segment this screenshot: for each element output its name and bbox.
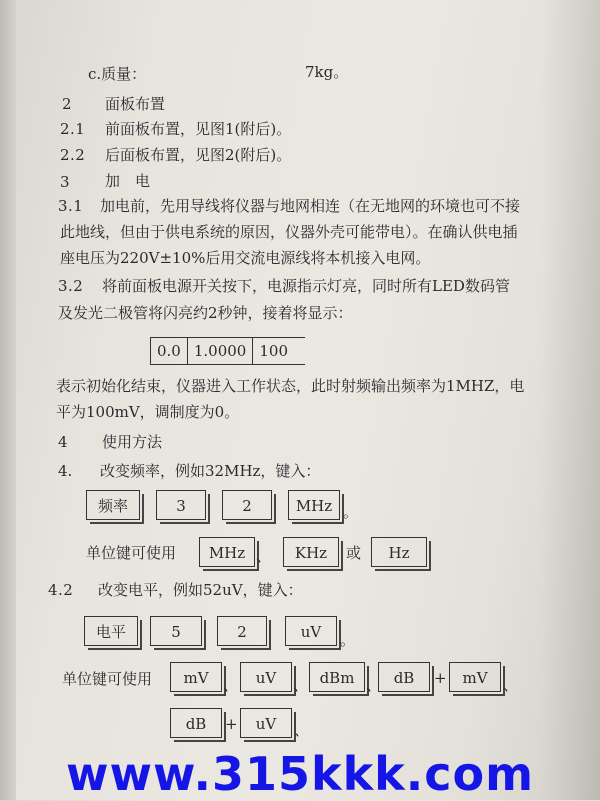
section-4-title: 使用方法 bbox=[102, 433, 163, 451]
unit-key-mv: mV bbox=[170, 662, 222, 692]
section-3-2-line-2: 及发光二极管将闪亮约2秒钟，接着将显示： bbox=[58, 304, 353, 322]
section-4-1-number: 4. bbox=[58, 462, 73, 480]
unit-key-dbm: dBm bbox=[309, 662, 365, 692]
mass-label: c.质量： bbox=[88, 65, 147, 83]
section-3-2-line-4: 平为100mV，调制度为0。 bbox=[56, 403, 240, 421]
section-2-1-text: 前面板布置，见图1(附后)。 bbox=[105, 120, 292, 138]
page-binding-edge bbox=[0, 0, 16, 800]
section-3-2-line-1: 将前面板电源开关按下，电源指示灯亮，同时所有LED数码管 bbox=[102, 277, 510, 295]
section-2-number: 2 bbox=[62, 95, 72, 113]
section-2-2-number: 2.2 bbox=[60, 146, 86, 164]
watermark: www.315kkk.com bbox=[65, 747, 535, 801]
unit-key-khz: KHz bbox=[283, 537, 339, 567]
section-4-2-units-label: 单位键可使用 bbox=[62, 670, 153, 688]
unit-key-uv: uV bbox=[240, 662, 292, 692]
section-4-2-number: 4.2 bbox=[48, 581, 74, 599]
section-2-1-number: 2.1 bbox=[60, 120, 86, 138]
period-mark-level: 。 bbox=[340, 631, 356, 649]
section-3-title: 加 电 bbox=[105, 172, 151, 190]
key-uv: uV bbox=[285, 616, 337, 646]
key-digit-2-level: 2 bbox=[217, 616, 267, 646]
key-digit-5: 5 bbox=[150, 616, 202, 646]
period-mark: 。 bbox=[343, 503, 359, 521]
section-2-2-text: 后面板布置，见图2(附后)。 bbox=[105, 146, 292, 164]
led-display-readout bbox=[150, 337, 305, 365]
unit-key-db: dB bbox=[378, 662, 430, 692]
plus-sign: + bbox=[434, 669, 447, 687]
section-3-2-line-3: 表示初始化结束，仪器进入工作状态，此时射频输出频率为1MHZ，电 bbox=[56, 377, 525, 395]
or-text: 或 bbox=[346, 544, 362, 562]
unit-key-mv-combo: mV bbox=[449, 662, 501, 692]
key-digit-2: 2 bbox=[222, 490, 272, 520]
section-4-number: 4 bbox=[58, 433, 68, 451]
section-2-title: 面板布置 bbox=[105, 95, 166, 113]
display-level: 100 bbox=[259, 342, 288, 360]
key-digit-3: 3 bbox=[156, 490, 206, 520]
section-3-2-number: 3.2 bbox=[58, 277, 84, 295]
section-3-number: 3 bbox=[60, 173, 70, 191]
comma-mark: 、 bbox=[503, 676, 519, 694]
comma-mark: 、 bbox=[294, 721, 310, 739]
section-3-1-line-1: 加电前，先用导线将仪器与地网相连（在无地网的环境也可不接 bbox=[100, 197, 521, 215]
section-3-1-number: 3.1 bbox=[58, 197, 84, 215]
section-4-1-text: 改变频率，例如32MHz，键入： bbox=[100, 462, 321, 480]
comma-mark: 、 bbox=[256, 547, 272, 565]
display-modulation: 0.0 bbox=[151, 338, 188, 364]
display-frequency: 1.0000 bbox=[188, 338, 254, 364]
comma-mark: 、 bbox=[366, 676, 382, 694]
section-3-1-line-3: 座电压为220V±10%后用交流电源线将本机接入电网。 bbox=[60, 249, 431, 267]
section-4-1-units-label: 单位键可使用 bbox=[86, 544, 177, 562]
key-frequency: 频率 bbox=[86, 490, 140, 520]
section-3-1-line-2: 此地线，但由于供电系统的原因，仪器外壳可能带电）。在确认供电插 bbox=[60, 223, 518, 241]
mass-value: 7kg。 bbox=[305, 63, 349, 81]
comma-mark: 、 bbox=[223, 676, 239, 694]
key-level: 电平 bbox=[84, 616, 138, 646]
comma-mark: 、 bbox=[293, 676, 309, 694]
unit-key-mhz: MHz bbox=[199, 537, 255, 567]
section-4-2-text: 改变电平，例如52uV，键入： bbox=[98, 581, 303, 599]
unit-key-db-combo: dB bbox=[170, 708, 222, 738]
page-shadow bbox=[540, 0, 600, 800]
unit-key-hz: Hz bbox=[371, 537, 427, 567]
unit-key-uv-combo: uV bbox=[240, 708, 292, 738]
plus-sign: + bbox=[225, 715, 238, 733]
key-mhz: MHz bbox=[288, 490, 340, 520]
